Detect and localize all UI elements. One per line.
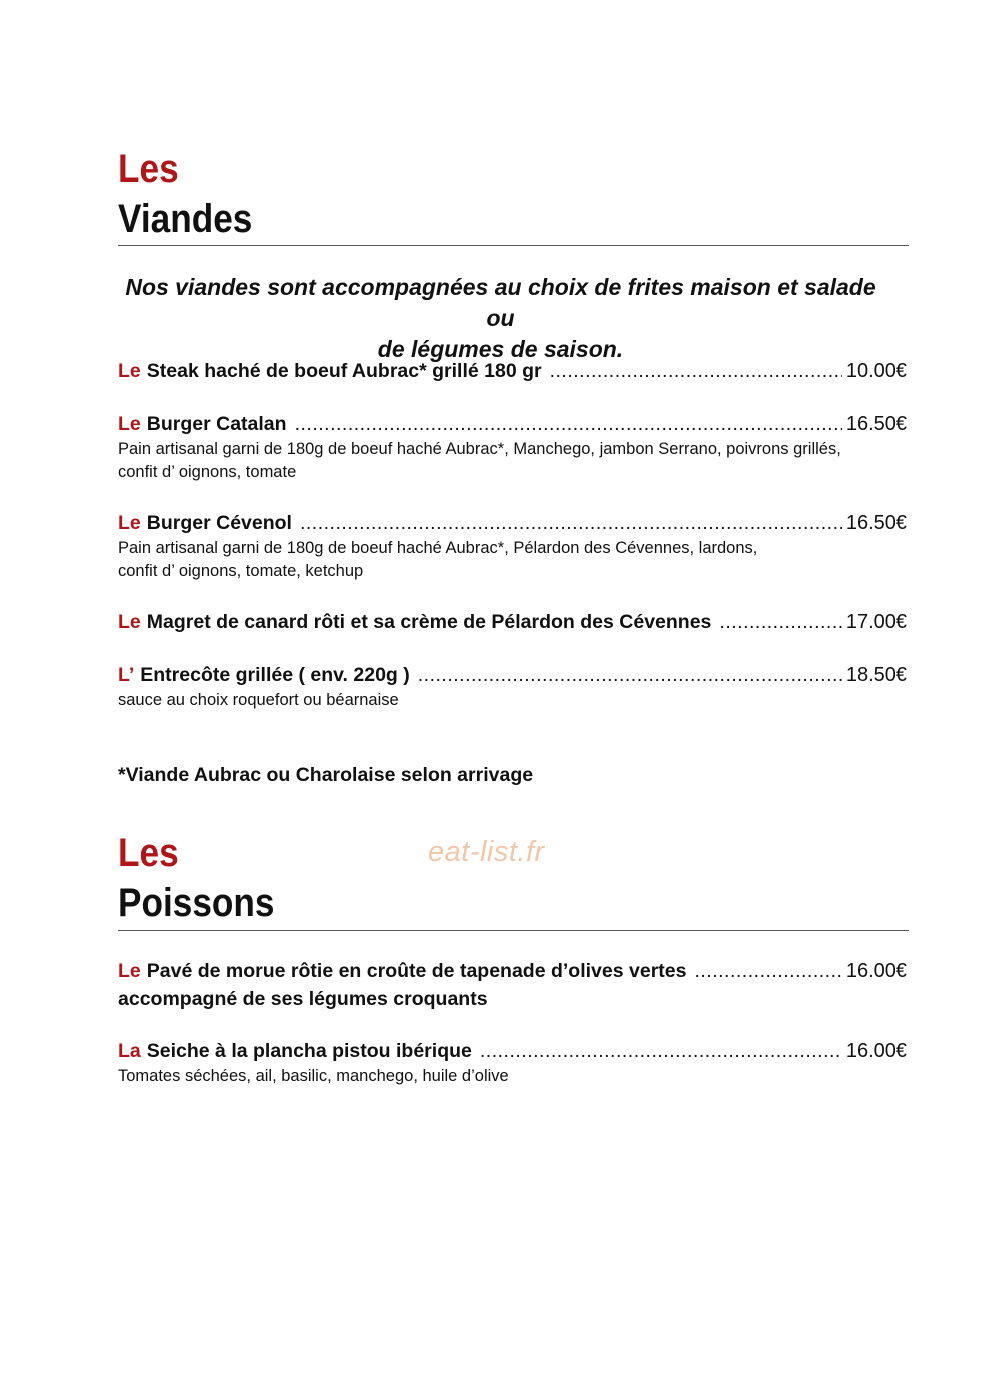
menu-item	[118, 662, 907, 712]
section-title-name: Poissons	[118, 881, 275, 925]
item-article: La	[118, 1040, 141, 1062]
description-line: Pain artisanal garni de 180g de boeuf haché Aubrac*, Manchego, jambon Serrano, poivrons grillés,	[118, 440, 841, 458]
dot-leader	[480, 1038, 842, 1064]
menu-item	[118, 958, 907, 1012]
dot-leader	[694, 958, 841, 984]
item-article: Le	[118, 512, 141, 534]
item-subtitle: accompagné de ses légumes croquants	[118, 988, 488, 1010]
item-article: L’	[118, 664, 135, 686]
menu-item	[118, 358, 907, 384]
item-description	[118, 1065, 907, 1088]
item-description	[118, 689, 907, 712]
item-name: Pavé de morue rôtie en croûte de tapenade d’olives vertes	[146, 960, 687, 982]
item-article: Le	[118, 413, 141, 435]
item-article: Le	[118, 611, 141, 633]
section-title-viandes	[118, 146, 252, 242]
intro-line: Nos viandes sont accompagnées au choix de frites maison et salade ou	[125, 274, 876, 331]
description-line: Tomates séchées, ail, basilic, manchego, huile d’olive	[118, 1067, 509, 1085]
item-article: Le	[118, 960, 141, 982]
item-price: 16.00€	[845, 1040, 907, 1062]
dot-leader	[300, 510, 842, 536]
dot-leader	[418, 662, 842, 688]
item-description	[118, 438, 907, 484]
item-name: Steak haché de boeuf Aubrac* grillé 180 gr	[146, 360, 542, 382]
menu-item	[118, 510, 907, 583]
dot-leader	[295, 411, 842, 437]
menu-item	[118, 411, 907, 484]
section-divider	[118, 245, 909, 246]
description-line: sauce au choix roquefort ou béarnaise	[118, 691, 399, 709]
menu-item	[118, 1038, 907, 1088]
item-name: Magret de canard rôti et sa crème de Pélardon des Cévennes	[146, 611, 712, 633]
item-name: Burger Catalan	[146, 413, 287, 435]
intro-text	[118, 272, 883, 365]
item-name: Burger Cévenol	[146, 512, 292, 534]
description-line: confit d’ oignons, tomate	[118, 463, 297, 481]
section-title-article: Les	[118, 831, 179, 875]
item-description	[118, 537, 907, 583]
item-article: Le	[118, 360, 141, 382]
item-name: Seiche à la plancha pistou ibérique	[146, 1040, 472, 1062]
item-price: 17.00€	[845, 611, 907, 633]
footnote: *Viande Aubrac ou Charolaise selon arrivage	[118, 764, 534, 786]
section-divider	[118, 930, 909, 931]
item-price: 10.00€	[845, 360, 907, 382]
section-title-name: Viandes	[118, 197, 253, 241]
section-title-article: Les	[118, 147, 179, 191]
item-price: 16.50€	[845, 413, 907, 435]
item-price: 16.50€	[845, 512, 907, 534]
section-title-poissons	[118, 830, 275, 926]
item-name: Entrecôte grillée ( env. 220g )	[140, 664, 410, 686]
dot-leader	[550, 358, 842, 384]
dot-leader	[719, 609, 841, 635]
menu-item	[118, 609, 907, 635]
item-price: 16.00€	[845, 960, 907, 982]
item-price: 18.50€	[845, 664, 907, 686]
intro-line: de légumes de saison.	[377, 336, 624, 362]
description-line: Pain artisanal garni de 180g de boeuf haché Aubrac*, Pélardon des Cévennes, lardons,	[118, 539, 758, 557]
description-line: confit d’ oignons, tomate, ketchup	[118, 562, 364, 580]
watermark: eat-list.fr	[428, 836, 545, 868]
